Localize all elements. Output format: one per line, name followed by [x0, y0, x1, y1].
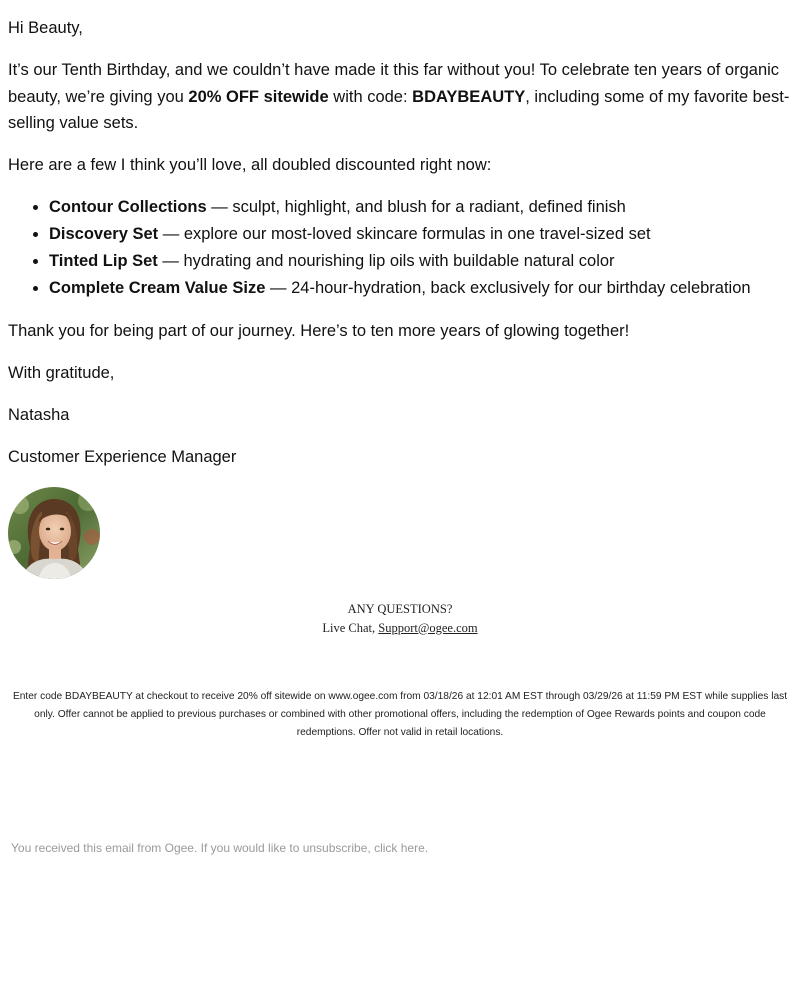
questions-block	[0, 600, 800, 637]
list-item	[49, 275, 792, 302]
greeting: Hi Beauty,	[8, 19, 83, 37]
list-intro: Here are a few I think you’ll love, all doubled discounted right now:	[8, 156, 492, 174]
product-description: — explore our most-loved skincare formulas in one travel-sized set	[158, 225, 651, 243]
product-list	[8, 194, 792, 302]
list-item	[49, 194, 792, 221]
product-description: — sculpt, highlight, and blush for a radiant, defined finish	[206, 198, 626, 216]
intro-text-3: , including some of my favorite best-selling value sets.	[8, 87, 790, 132]
offer-fineprint: Enter code BDAYBEAUTY at checkout to receive 20% off sitewide on www.ogee.com from 03/18/26 at 12:01 AM EST through 03/29/26 at 11:59 PM EST while supplies last only. Offer cannot be applied to previous purchases or combined with other promotional offers, including the redemption of Ogee Rewards points and coupon code redemptions. Offer not valid in retail locations.	[12, 691, 788, 738]
intro-paragraph	[8, 57, 792, 137]
thanks-paragraph: Thank you for being part of our journey. Here’s to ten more years of glowing together!	[8, 321, 630, 340]
questions-heading: ANY QUESTIONS?	[347, 602, 453, 616]
unsubscribe-link[interactable]: You received this email from Ogee. If you would like to unsubscribe, click here.	[11, 841, 429, 855]
support-email-link[interactable]: Support@ogee.com	[378, 620, 478, 635]
product-name: Complete Cream Value Size	[49, 279, 266, 297]
list-item	[49, 221, 792, 248]
product-name: Discovery Set	[49, 225, 159, 243]
list-item	[49, 248, 792, 275]
offer-highlight: 20% OFF sitewide	[188, 87, 329, 106]
avatar-portrait-icon	[8, 487, 100, 579]
product-description: — hydrating and nourishing lip oils with buildable natural color	[157, 252, 615, 270]
signer-name: Natasha	[8, 405, 70, 424]
promo-code: BDAYBEAUTY	[412, 87, 526, 106]
product-name: Contour Collections	[49, 198, 207, 216]
intro-text-2: with code:	[328, 87, 413, 106]
unsubscribe-notice	[11, 839, 428, 857]
intro-text-1: It’s our Tenth Birthday, and we couldn’t have made it this far without you! To celebrate ten years of organic beauty, we’re giving you	[8, 61, 780, 106]
signoff: With gratitude,	[8, 363, 115, 382]
avatar	[8, 487, 100, 579]
email-body	[8, 15, 792, 486]
signer-title: Customer Experience Manager	[8, 447, 237, 466]
product-description: — 24-hour-hydration, back exclusively for our birthday celebration	[265, 279, 751, 297]
contact-line	[0, 619, 800, 638]
product-name: Tinted Lip Set	[49, 252, 158, 270]
live-chat-label: Live Chat,	[322, 620, 379, 635]
